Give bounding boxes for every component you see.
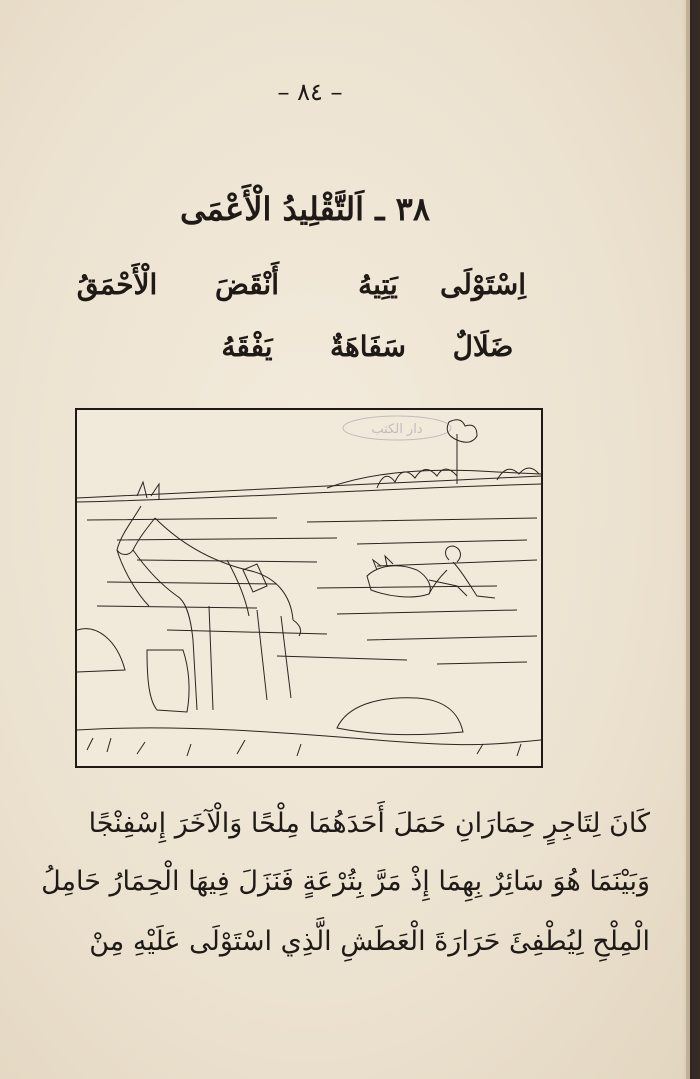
lesson-title: ٣٨ ـ اَلتَّقْلِيدُ الْأَعْمَى <box>179 190 431 228</box>
body-line: وَبَيْنَمَا هُوَ سَائِرٌ بِهِمَا إِذْ مَرَّ بِتُرْعَةٍ فَنَزَلَ فِيهَا الْحِمَارُ حَامِلُ <box>41 866 650 897</box>
vocab-word: يَتِيهُ <box>358 268 398 301</box>
library-stamp: دار الكتب <box>371 422 423 437</box>
page-number: – ٨٤ – <box>277 78 343 106</box>
illustration-donkeys-river <box>75 408 543 768</box>
vocab-word: يَفْقَهُ <box>221 330 273 363</box>
vocab-word: الْأَحْمَقُ <box>76 268 158 301</box>
spine-shadow <box>682 0 700 1079</box>
vocab-word: سَفَاهَةٌ <box>330 330 406 363</box>
vocab-word: اِسْتَوْلَى <box>439 268 527 301</box>
illustration-drawing <box>77 410 541 766</box>
body-line: الْمِلْحِ لِيُطْفِئَ حَرَارَةَ الْعَطَشِ الَّذِي اسْتَوْلَى عَلَيْهِ مِنْ <box>89 926 650 957</box>
vocab-word: ضَلَالٌ <box>452 330 514 363</box>
body-line: كَانَ لِتَاجِرٍ حِمَارَانِ حَمَلَ أَحَدَهُمَا مِلْحًا وَالْآخَرَ إِسْفِنْجًا <box>88 808 650 839</box>
vocab-word: أَنْقَضَ <box>214 268 280 301</box>
